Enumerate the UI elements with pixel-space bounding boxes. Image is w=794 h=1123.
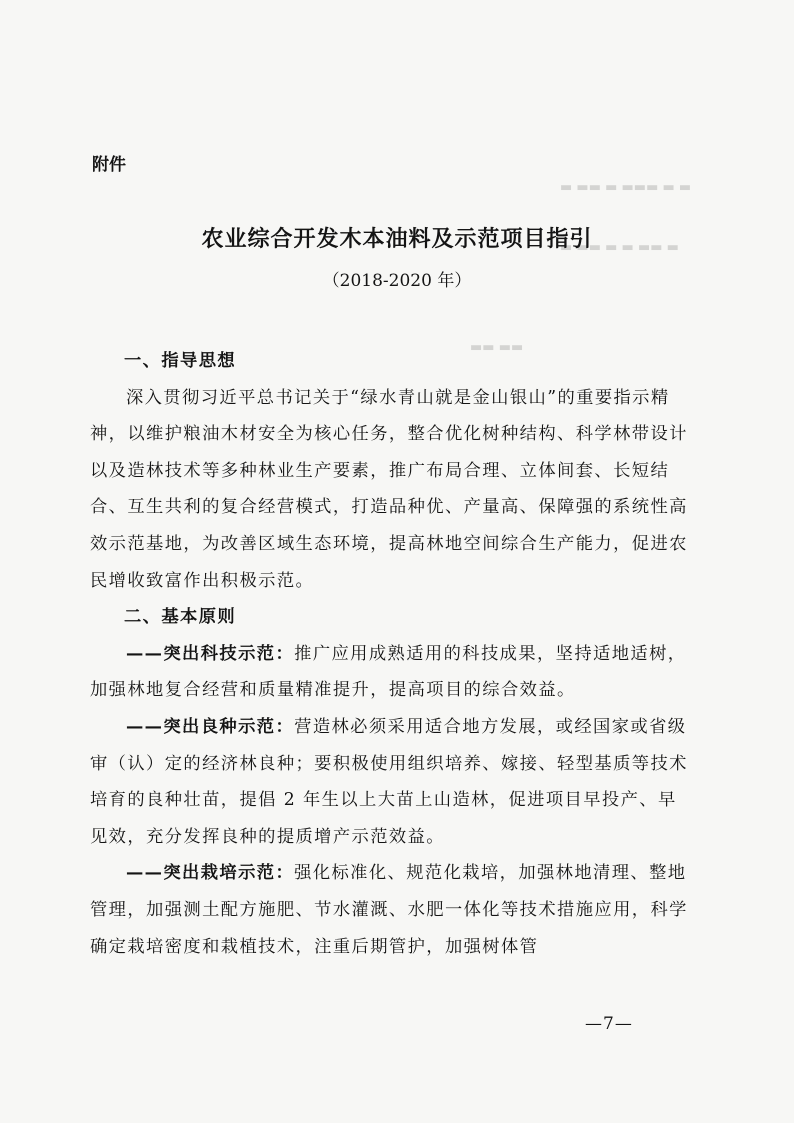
- show-through-text: ▬▬ ▬▬: [470, 340, 524, 355]
- body-paragraph: [90, 636, 695, 709]
- principle-lead: ——突出栽培示范：: [126, 863, 295, 884]
- section-heading: 二、基本原则: [124, 607, 237, 628]
- page-number: —7—: [585, 1014, 633, 1034]
- show-through-text: ▬ ▬▬ ▬ ▬▬▬ ▬ ▬: [560, 180, 692, 195]
- section-heading: 一、指导思想: [124, 351, 237, 371]
- document-title: 农业综合开发木本油料及示范项目指引: [201, 226, 593, 252]
- body-paragraph: [90, 855, 695, 965]
- principle-lead: ——突出良种示范：: [126, 716, 295, 737]
- show-through-text: ▬ ▬▬ ▬ ▬ ▬▬ ▬: [560, 240, 679, 255]
- principle-lead: ——突出科技示范：: [126, 643, 295, 664]
- paragraph-text: 推广应用成熟适用的科技成果，坚持适地适树，加强林地复合经营和质量精准提升，提高项目的综合效益。: [90, 643, 687, 701]
- paragraph-text: 营造林必须采用适合地方发展，或经国家或省级审（认）定的经济林良种；要积极使用组织培养、嫁接、轻型基质等技术培育的良种壮苗，提倡 2 年生以上大苗上山造林，促进项目早投产、早见效，充分发挥良种的提质增产示范效益。: [90, 716, 688, 847]
- document-body: [90, 343, 695, 965]
- body-paragraph: [90, 380, 695, 600]
- body-paragraph: [90, 709, 695, 855]
- attachment-label: 附件: [92, 155, 126, 175]
- paragraph-text: 强化标准化、规范化栽培，加强林地清理、整地管理，加强测土配方施肥、节水灌溉、水肥一体化等技术措施应用，科学确定栽培密度和栽植技术，注重后期管护，加强树体管: [90, 863, 688, 957]
- paragraph-text: 深入贯彻习近平总书记关于“绿水青山就是金山银山”的重要指示精神，以维护粮油木材安全为核心任务，整合优化树种结构、科学林带设计以及造林技术等多种林业生产要素，推广布局合理、立体间套、长短结合、互生共利的复合经营模式，打造品种优、产量高、保障强的系统性高效示范基地，为改善区域生态环境，提高林地空间综合生产能力，促进农民增收致富作出积极示范。: [90, 387, 688, 591]
- document-subtitle: （2018-2020 年）: [322, 271, 472, 291]
